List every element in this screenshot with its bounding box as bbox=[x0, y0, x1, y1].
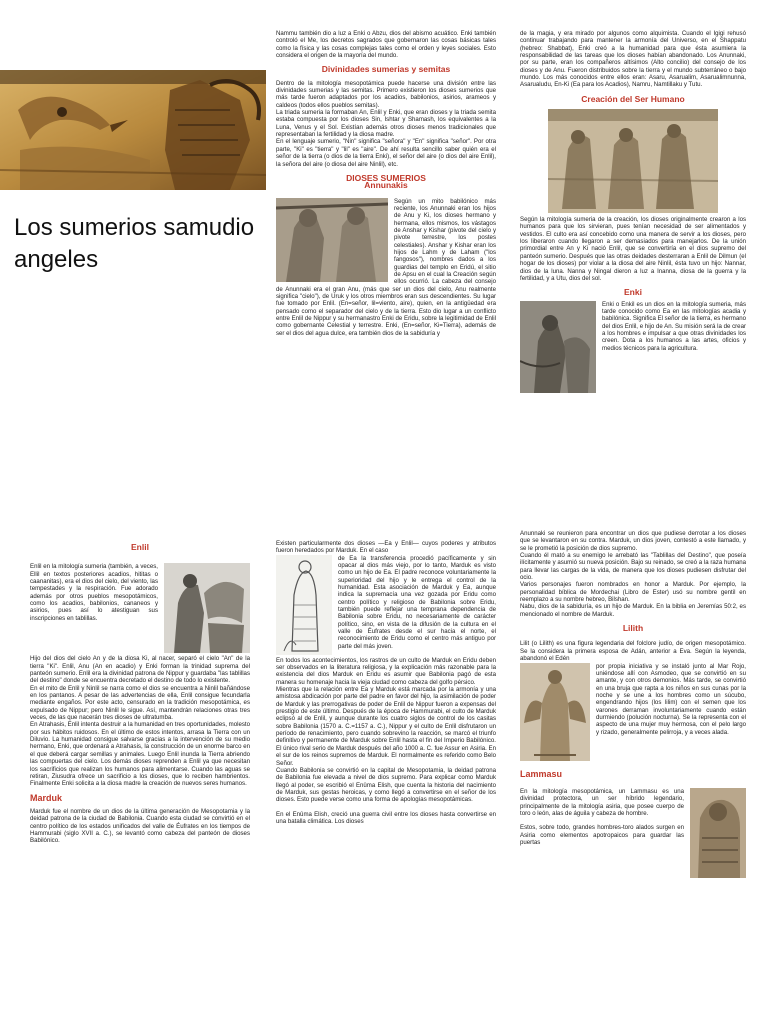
annunakis-block bbox=[276, 198, 496, 338]
paragraph: Cuando Babilonia se convirtió en la capital de Mesopotamia, la deidad patrona de Babilonia fue elevada a nivel de dios supremo. Para explicar como Marduk llegó al poder, se escribió el Enûma Elish, que cuenta la historia del nacimiento de Marduk, sus gestas heroicas, y como llegó a convertirse en el señor de los dioses. Esto puede verse como una forma de apologías mesopotámicas. bbox=[276, 766, 496, 804]
paragraph: Según la mitología sumeria de la creación, los dioses originalmente crearon a los humanos para que los sirvieran, pues tenían necesidad de ser alimentados y vestidos. El culto era así concebido como una manera de servir a los dioses, pero los liberaron cuando llegaron a ser demasiados para manejarlos. De la unión primordial entre An y Ki nació Enlil, que se convertiría en el dios supremo del panteón sumerio. Después que las otras deidades desterraran a Enlil de Dilmun (el hogar de los dioses) por violar a la diosa del aire Ninlil, ésta tuvo un hijo: Nannar, dios de la luna. Nanna y Ningal dieron a luz a Inanna, diosa de la guerra y la fertilidad, y a Utu, dios del sol. bbox=[520, 216, 746, 282]
relief-image-enlil bbox=[164, 563, 250, 653]
page2-column-2 bbox=[276, 540, 496, 832]
paragraph: Dentro de la mitología mesopotámica puede hacerse una división entre las divinidades sumerias y las semitas. Primero existieron los dioses sumerios que más tarde fueron adaptados por los acadios, babilonios, asirios, arameos y caldeos (todos ellos pueblos semitas). bbox=[276, 79, 496, 109]
paragraph: Marduk fue el nombre de un dios de la última generación de Mesopotamia y la deidad patrona de la ciudad de Babilonia. Cuando esta ciudad se convirtió en el centro político de los estados unificados del valle de Éufrates en los tiempos de Hammurabi (siglo XVII a. C.), se levantó como cabeza del panteón de dioses Babilónico. bbox=[30, 807, 250, 845]
paragraph: Hijo del dios del cielo An y de la diosa Ki, al nacer, separó el cielo "An" de la tierra "Ki". Enlil, Anu (An en acadio) y Enki forman la trinidad suprema del panteón sumerio. Enlil era la divinidad patrona de Nippur y guardaba "las tablillas del destino" donde se encuentra decretado el destino de todo lo existente. bbox=[30, 655, 250, 685]
section-heading-annunakis: Annunakis bbox=[364, 180, 408, 191]
paragraph: con el pelo largo y rizado, generalmente pelirroja, y a veces alada. bbox=[596, 721, 746, 736]
paragraph: y Kishar eran los hijos de Lahm y de Laham ("los fangosos"), nombres dados a los guardias del templo en Eridú, el sitio de Apsu en el cual la Creación según ellos ocurrió. La cabeza del consejo de Anunnaki era el gran Anu, (más que ser un dios del cielo, Anu realmente significa "cielo"), de Uruk y los otros miembros eran sus descendientes. Su lugar fue tomado por Enlil. (En=señor, lil=viento, aire), quien, en la antigüedad era pensado como el separador del cielo y de la tierra. Esto dio lugar a un conflicto entre Enlil de Nippur y su hermanastro Enki de Eridu, sobre la legitimidad de Enlil como gobernante Celestial y terrestre. Enki, (En=señor, Ki=Tierra), además de ser el dios del agua dulce, era también dios de la sabiduría y bbox=[276, 241, 496, 337]
section-heading-marduk: Marduk bbox=[30, 792, 63, 803]
relief-image-annunaki bbox=[276, 198, 388, 282]
paragraph: hacia el norte, el reconocimiento de Eridu como el centro más antiguo por parte del más joven. bbox=[338, 628, 496, 650]
paragraph: Estos, sobre todo, grandes hombres-toro alados surgen en Asiria como elementos apotropaicos para guardar las puertas bbox=[520, 824, 684, 846]
section-heading-lammasu: Lammasu bbox=[520, 768, 563, 779]
page-2 bbox=[0, 512, 768, 1024]
paragraph: Cuando él mató a su enemigo le arrebató las "Tablillas del Destino", que poseía ilícitamente y asumió su nueva posición. Bajo su reinado, se creó a la raza humana para llevar las cargas de la vida, de manera que los dioses pudiesen disfrutar del ocio. bbox=[520, 552, 746, 582]
relief-image-marduk bbox=[276, 555, 332, 655]
paragraph: de Ea la transferencia procedió pacíficamente y sin opacar al dios más viejo, por lo tanto, Marduk es visto como un hijo de Ea. El padre reconoce voluntariamente la superioridad del hijo y le entrega el control de la humanidad. Esta asociación de Marduk y Ea, aunque indica la supremacía una vez gozada por Eridu como centro político y religioso de Babilonia sobre Eridu, también puede reflejar una temprana dependencia de Babilonia sobre Eridu, no necesariamente de carácter político, sino, en vista de la difusión de la cultura en el valle de Éufrates desde el sur bbox=[338, 554, 496, 636]
paragraph: La triada sumeria la formaban An, Enlil y Enki, que eran dioses y la triada semita estaba compuesta por los dioses Sin, Ishtar y Shamash, los equivalentes a la Luna, Venus y el Sol. Existían además otros dioses menos tradicionales que representaban la fertilidad y la diosa madre. bbox=[276, 109, 496, 139]
paragraph: Varios personajes fueron nombrados en honor a Marduk. Por ejemplo, la personalidad bíblica de Mordechai (Libro de Ester) usó su nombre gentil en reemplazo a su nombre hebreo, Bilshan. bbox=[520, 581, 746, 604]
page1-column-2 bbox=[276, 30, 496, 337]
paragraph: En Atrahasis, Enlil intenta destruir a la humanidad en tres oportunidades, molesto por sus hábitos ruidosos. En el último de estos intentos, arrasa la Tierra con un Diluvio. La humanidad consigue salvarse gracias a la intervención de su medio hermano, Enki, que ordenará a Atrahasis, la construcción de un enorme barco en el que deberá cargar semillas y animales. Luego Enlil inunda la Tierra abriendo las compuertas del cielo. Los demás dioses reprenden a Enlil ya que necesitan los sacrificios que realizan los humanos para alimentarse. Cuando las aguas se retiran, Ziusudra ofrece un sacrificio a los dioses, que lo reciben hambrientos. Finalmente Enki solicita a la diosa madre la creación de nuevos seres humanos. bbox=[30, 721, 250, 788]
relief-image-creation bbox=[548, 109, 718, 213]
paragraph: En el lenguaje sumerio, "Nin" significa "señora" y "En" significa "señor". Por otra parte, "Ki" es "tierra" y "lil" es "aire". De ahí resulta sencillo saber quién era el señor de la tierra (o dios de la tierra Enki), el señor del aire (o dios del aire Enlil), la señora del aire (o diosa del aire Ninlil), etc. bbox=[276, 138, 496, 168]
paragraph: por propia iniciativa y se instaló junto al Mar Rojo, uniéndose allí con Asmodeo, que se convirtió en su amante, y con otros demonios. Más tarde, se convirtió en una bruja que rapta a los niños en sus cunas por la noche y se une a los hombres como un súcubo, engendrando hijos (los lilim) con el semen que los varones derraman involuntariamente cuando están durmiendo (polución nocturna). Se la representa con el aspecto de una mujer muy hermosa, bbox=[596, 662, 746, 729]
paragraph: En el Enûma Elish, creció una guerra civil entre los dioses hasta convertirse en una batalla climática. Los dioses bbox=[276, 810, 496, 825]
paragraph: Existen particularmente dos dioses —Ea y Enlil— cuyos poderes y atributos fueron heredados por Marduk. En el caso bbox=[276, 540, 496, 555]
lammasu-block bbox=[520, 788, 746, 880]
page2-column-1 bbox=[30, 542, 250, 852]
page2-column-3 bbox=[520, 530, 746, 880]
paragraph: Enki o Enkil es un dios en la mitología sumeria, más tarde conocido como Ea en las mitologías acadia y babilónica. Significa El señor de la tierra, es hermano del dios Enlil, e hijo de An. Su misión será la de crear a los hombres e impulsar a que otras divinidades los creen. Dota a los humanos a las artes, oficios y medios técnicos para la agricultura. bbox=[602, 300, 746, 352]
paragraph: En el mito de Enlil y Ninlil se narra como el dios se encuentra a Ninlil bañándose en los pantanos. A pesar de las advertencias de ella, Enlil consigue fecundarla mediante engaños. Por este acto, censurado en la tradición mesopotámica, es expulsado de Nippur; pero Ninlil le sigue. Así, mantendrán relaciones otras tres veces, de las que nacerán tres dioses de ultratumba. bbox=[30, 684, 250, 722]
lilith-block bbox=[520, 663, 746, 763]
enlil-block bbox=[30, 563, 250, 655]
marduk-block bbox=[276, 555, 496, 657]
section-heading-lilith: Lilith bbox=[622, 623, 644, 634]
paragraph: En la mitología mesopotámica, un Lammasu es una divinidad protectora, un ser híbrido legendario, principalmente de la mitología asiria, que posee cuerpo de toro o león, alas de águila y cabeza de hombre. bbox=[520, 787, 684, 817]
paragraph: Enlil en la mitología sumeria (también, a veces, Ellil en textos posteriores acadios, hititas o caananitas), era el dios del cielo, del viento, las tempestades y la respiración. Fue adorado además por otros pueblos mesopotámicos, como los acadios, babilonios, cananeos y asirios, pues así lo atestiguan sus inscripciones en tablillas. bbox=[30, 563, 158, 622]
paragraph: Lilit (o Lilith) es una figura legendaria del folclore judío, de origen mesopotámico. Se la considera la primera esposa de Adán, anterior a Eva. Según la leyenda, abandonó el Edén bbox=[520, 640, 746, 663]
page1-column-3 bbox=[520, 30, 746, 395]
relief-image-lammasu bbox=[690, 788, 746, 878]
section-heading-dioses-sumerios: DIOSES SUMERIOS bbox=[346, 172, 426, 183]
relief-image-lilith bbox=[520, 663, 590, 761]
section-heading-enlil: Enlil bbox=[131, 542, 149, 552]
relief-image-enki bbox=[520, 301, 596, 393]
section-heading-divinidades: Divinidades sumerias y semitas bbox=[321, 64, 451, 75]
document-title: Los sumerios samudio angeles bbox=[14, 214, 255, 273]
paragraph: Nabu, dios de la sabiduría, es un hijo de Marduk. En la biblia en Jeremías 50:2, es mencionado el nombre de Marduk. bbox=[520, 603, 746, 618]
section-heading-creacion: Creación del Ser Humano bbox=[581, 93, 685, 104]
paragraph: Según un mito babilónico más reciente, los Anunnaki eran los hijos de Anu y Ki, los dioses hermano y hermana, ellos mismos, los vástagos de Anshar y Kishar (pivote del cielo y pivote terrestre, los postes celestiales). Anshar bbox=[394, 197, 496, 249]
paragraph: Nammu también dio a luz a Enki o Abzu, dios del abismo acuático. Enki también controló el Me, los decretos sagrados que gobernaron las cosas básicas tales como la física y las cosas complejas tales como el orden y leyes sociales. Esto considera el origen de la mayoría del mundo. bbox=[276, 30, 496, 60]
paragraph: Mientras que la relación entre Ea y Marduk está marcada por la armonía y una amistosa abdicación por parte del padre en favor del hijo, la asimilación de poder de Marduk y las prerrogativas de poder de Enlil de Nippur fueron a expensas del prestigio de este último. Después de la época de Hammurabi, el culto de Marduk eclipsó al de Enlil, y aunque durante los cuatro siglos de control de los casitas sobre Babilonia (1570 a. C.=1157 a. C.), Nippur y el culto de Enlil disfrutaron un período de renacimiento, pero cuando sobrevino la reacción, se marcó el triunfo definitivo y permanente de Marduk sobre Enlil hasta el fin del Imperio Babilónico. El único rival serio de Marduk después del año 1000 a. C. fue Assur en Asiria. En el sur de los reinos supremos de Marduk. El normalmente es referido como Belo Señor. bbox=[276, 686, 496, 767]
paragraph: En todos los acontecimientos, los rastros de un culto de Marduk en Eridu deben ser observados en la literatura religiosa, y la explicación más razonable para la existencia del dios Marduk en Eridu es asumir que Babilonia pagó de esta manera su homenaje hacia la vieja ciudad como cabeza del golfo pérsico. bbox=[276, 656, 496, 686]
enki-block bbox=[520, 301, 746, 395]
relief-image-eagle-deity bbox=[0, 70, 266, 190]
paragraph: Anunnaki se reunieron para encontrar un dios que pudiese derrotar a los dioses que se levantaron en su contra. Marduk, un dios joven, contestó a este llamado, y se le prometió la posición de dios supremo. bbox=[520, 530, 746, 552]
paragraph: de la magia, y era mirado por algunos como alquimista. Cuando el Igigi rehusó continuar trabajando para mantener la armonía del Universo, en el Shappatu (hebreo: Shabbat), Enki creó a la humanidad para que ésta asumiera la responsabilidad de las tareas que los dioses habían abandonado. Los Anunnaki, por su parte, eran los compañeros altísimos (Alto concilio) del consejo de los dioses y de Anu. Fueron distribuidos sobre la tierra y el mundo subterráneo o bajo mundo. Los más conocidos entre ellos eran: Asaru, Asarualim, Asarualimnunna, Asarualudu, En-Ki (Ea para los Acadios), Namru, Namtillaku y Tutu. bbox=[520, 30, 746, 89]
section-heading-enki: Enki bbox=[624, 287, 642, 298]
